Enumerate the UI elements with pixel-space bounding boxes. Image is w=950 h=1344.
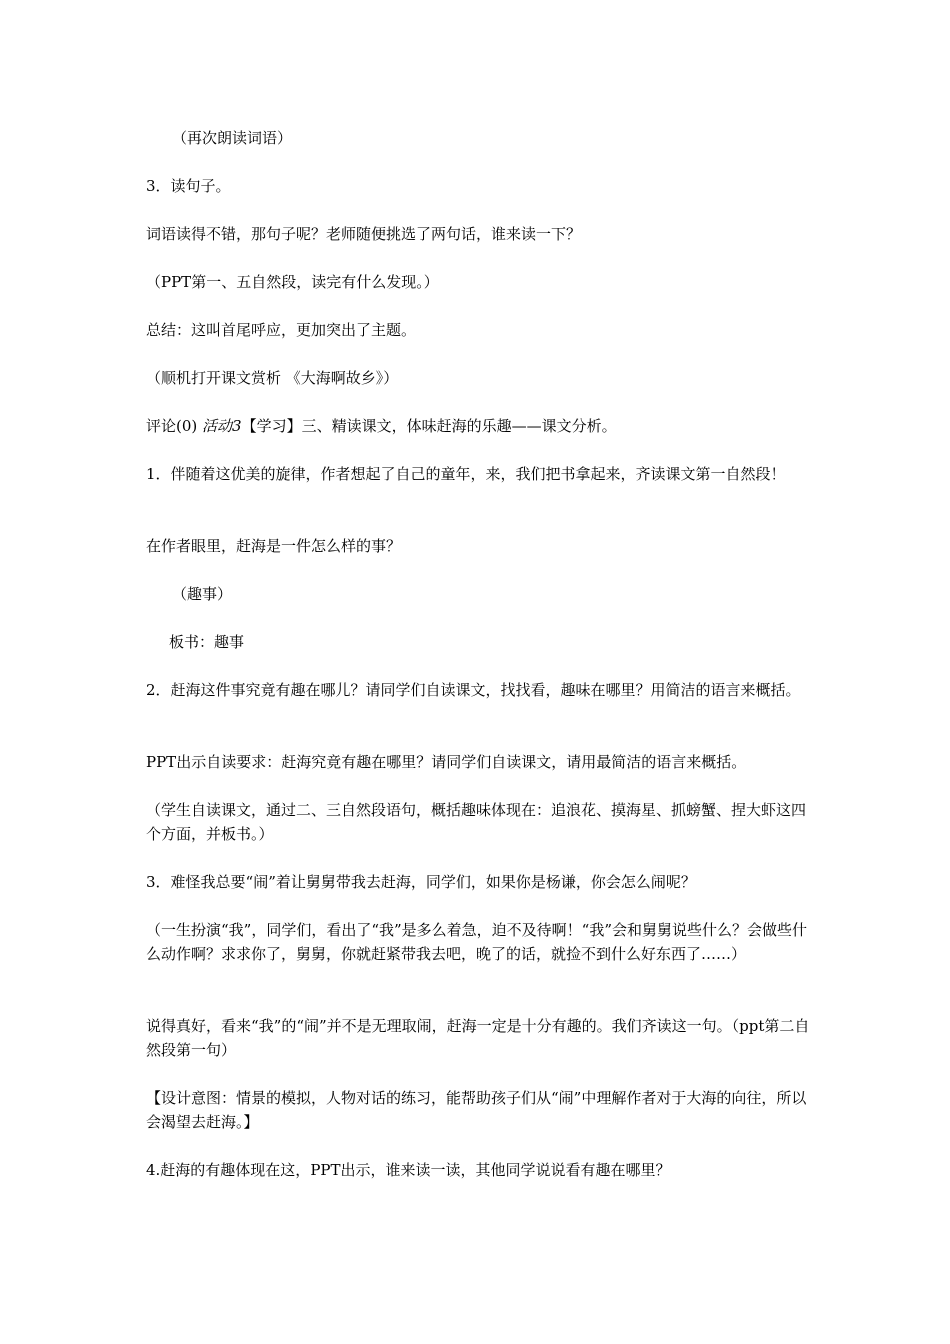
paragraph-board-note: 板书：趣事 [169,633,245,651]
paragraph-author-question: 在作者眼里，赶海是一件怎么样的事？ [146,537,402,555]
paragraph-summary: 总结：这叫首尾呼应，更加突出了主题。 [146,321,417,339]
activity-title: 【学习】三、精读课文，体味赶海的乐趣——课文分析。 [241,417,617,435]
paragraph-step-2: 2．赶海这件事究竟有趣在哪儿？请同学们自读课文，找找看，趣味在哪里？用简洁的语言来概括。 [146,681,801,699]
paragraph-step-1: 1．伴随着这优美的旋律，作者想起了自己的童年，来，我们把书拿起来，齐读课文第一自然段！ [146,465,786,483]
activity-label: 活动3 [202,417,242,435]
paragraph-step-4: 4.赶海的有趣体现在这，PPT出示，谁来读一读，其他同学说说看有趣在哪里？ [146,1161,671,1179]
paragraph-appreciation-note: （顺机打开课文赏析 《大海啊故乡》） [146,369,399,387]
paragraph-read-sentences-heading: 3．读句子。 [146,177,231,195]
paragraph-sentence-question: 词语读得不错，那句子呢？老师随便挑选了两句话，谁来读一下？ [146,225,582,243]
comment-count-link[interactable]: 评论(0) [146,417,203,435]
paragraph-reread-words: （再次朗读词语） [172,129,293,147]
paragraph-answer-fun: （趣事） [172,585,233,603]
paragraph-praise: 说得真好，看来“我”的“闹”并不是无理取闹，赶海一定是十分有趣的。我们齐读这一句。（ppt第二自然段第一句） [146,1017,810,1059]
paragraph-student-reading: （学生自读课文，通过二、三自然段语句，概括趣味体现在：追浪花、摸海星、抓螃蟹、捏大虾这四个方面，并板书。） [146,801,807,843]
paragraph-step-3: 3．难怪我总要“闹”着让舅舅带我去赶海，同学们，如果你是杨谦，你会怎么闹呢？ [146,873,696,891]
paragraph-design-intent: 【设计意图：情景的模拟，人物对话的练习，能帮助孩子们从“闹”中理解作者对于大海的向往，所以会渴望去赶海。】 [146,1089,807,1131]
paragraph-ppt-reading-requirement: PPT出示自读要求：赶海究竟有趣在哪里？请同学们自读课文，请用最简洁的语言来概括。 [146,753,747,771]
paragraph-role-play: （一生扮演“我”，同学们，看出了“我”是多么着急，迫不及待啊！“我”会和舅舅说些什么？会做些什么动作啊？求求你了，舅舅，你就赶紧带我去吧，晚了的话，就捡不到什么好东西了……） [146,921,808,963]
paragraph-activity-heading [146,414,810,438]
paragraph-ppt-note: （PPT第一、五自然段，读完有什么发现。） [146,273,439,291]
